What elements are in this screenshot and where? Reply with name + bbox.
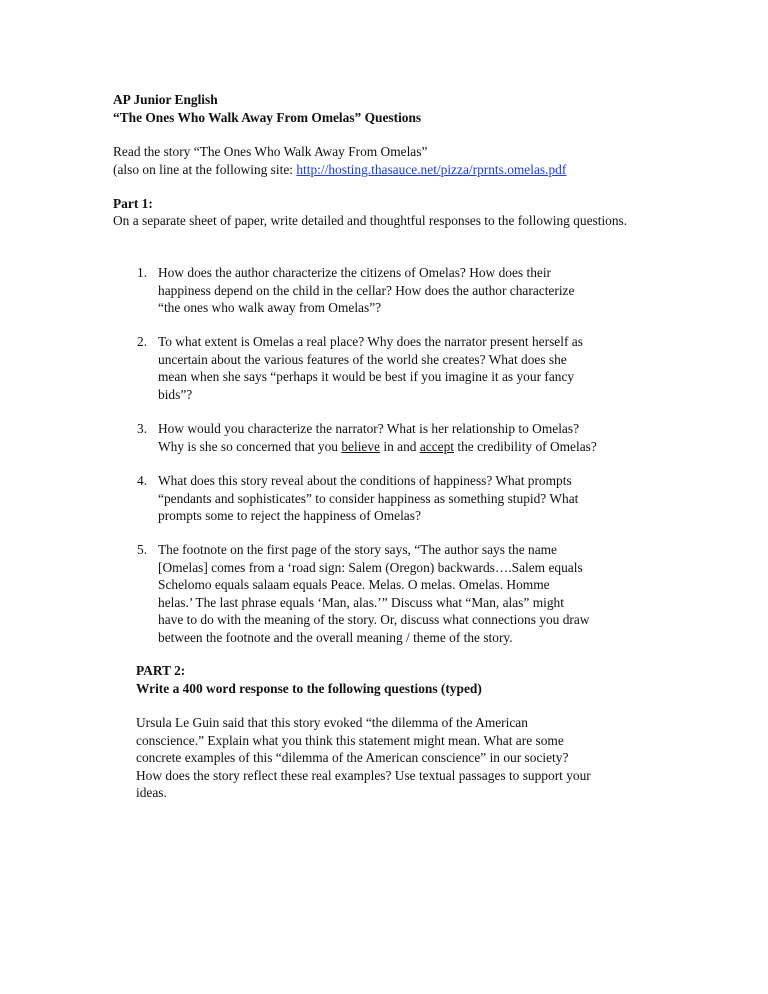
- question-number: 5.: [137, 542, 148, 557]
- prompt-line: How does the story reflect these real examples? Use textual passages to support your: [136, 767, 591, 783]
- question-line: bids”?: [158, 386, 193, 402]
- underlined-word-accept: accept: [419, 438, 455, 454]
- prompt-line: concrete examples of this “dilemma of the American conscience” in our society?: [136, 750, 569, 766]
- question-text: Why is she so concerned that you: [158, 438, 342, 454]
- question-3: [113, 420, 643, 455]
- question-1: [113, 264, 643, 317]
- part2-heading: PART 2:: [136, 663, 186, 678]
- prompt-line: conscience.” Explain what you think this statement might mean. What are some: [136, 732, 564, 748]
- question-number: 2.: [137, 334, 148, 349]
- part2-prompt: [136, 714, 666, 802]
- question-line: prompts some to reject the happiness of Omelas?: [158, 508, 421, 524]
- question-line: uncertain about the various features of the world she creates? What does she: [158, 351, 567, 367]
- question-text: in and: [380, 438, 420, 454]
- question-line: [158, 438, 643, 456]
- question-list: [113, 541, 643, 647]
- question-list: [113, 264, 643, 317]
- question-text: the credibility of Omelas?: [454, 438, 597, 454]
- prompt-line: Ursula Le Guin said that this story evoked “the dilemma of the American: [136, 715, 528, 730]
- prompt-line: ideas.: [136, 785, 167, 801]
- question-line: happiness depend on the child in the cellar? How does the author characterize: [158, 282, 575, 298]
- question-number: 4.: [137, 473, 148, 488]
- question-number: 1.: [137, 265, 148, 280]
- part1-heading: Part 1:: [113, 196, 153, 211]
- question-line: have to do with the meaning of the story. Or, discuss what connections you draw: [158, 612, 590, 628]
- underlined-word-believe: believe: [341, 438, 381, 454]
- part1-instructions: On a separate sheet of paper, write detailed and thoughtful responses to the following questions.: [113, 213, 628, 228]
- question-line: Schelomo equals salaam equals Peace. Melas. O melas. Omelas. Homme: [158, 577, 550, 593]
- question-number: 3.: [137, 421, 148, 436]
- question-list: [113, 333, 643, 403]
- question-list: [113, 420, 643, 455]
- question-line: The footnote on the first page of the story says, “The author says the name: [158, 542, 557, 557]
- intro-link-line: [113, 161, 673, 179]
- question-line: between the footnote and the overall meaning / theme of the story.: [158, 629, 513, 645]
- question-line: helas.’ The last phrase equals ‘Man, alas.’” Discuss what “Man, alas” might: [158, 594, 564, 610]
- intro-prefix: (also on line at the following site:: [113, 162, 297, 177]
- question-line: [Omelas] comes from a ‘road sign: Salem (Oregon) backwards….Salem equals: [158, 559, 583, 575]
- question-line: “pendants and sophisticates” to consider happiness as something stupid? What: [158, 490, 579, 506]
- story-link[interactable]: http://hosting.thasauce.net/pizza/rprnts.omelas.pdf: [296, 162, 567, 177]
- question-line: mean when she says “perhaps it would be best if you imagine it as your fancy: [158, 369, 575, 385]
- course-title: AP Junior English: [113, 92, 218, 107]
- question-list: [113, 472, 643, 525]
- question-line: How does the author characterize the citizens of Omelas? How does their: [158, 265, 552, 280]
- question-line: “the ones who walk away from Omelas”?: [158, 300, 382, 316]
- question-4: [113, 472, 643, 525]
- part2-subheading: Write a 400 word response to the following questions (typed): [136, 681, 482, 696]
- document-title: “The Ones Who Walk Away From Omelas” Questions: [113, 110, 422, 125]
- intro-line: Read the story “The Ones Who Walk Away From Omelas”: [113, 144, 428, 159]
- question-line: How would you characterize the narrator? What is her relationship to Omelas?: [158, 421, 580, 436]
- question-line: To what extent is Omelas a real place? Why does the narrator present herself as: [158, 334, 583, 349]
- question-5: [113, 541, 643, 647]
- question-2: [113, 333, 643, 403]
- question-line: What does this story reveal about the conditions of happiness? What prompts: [158, 473, 572, 488]
